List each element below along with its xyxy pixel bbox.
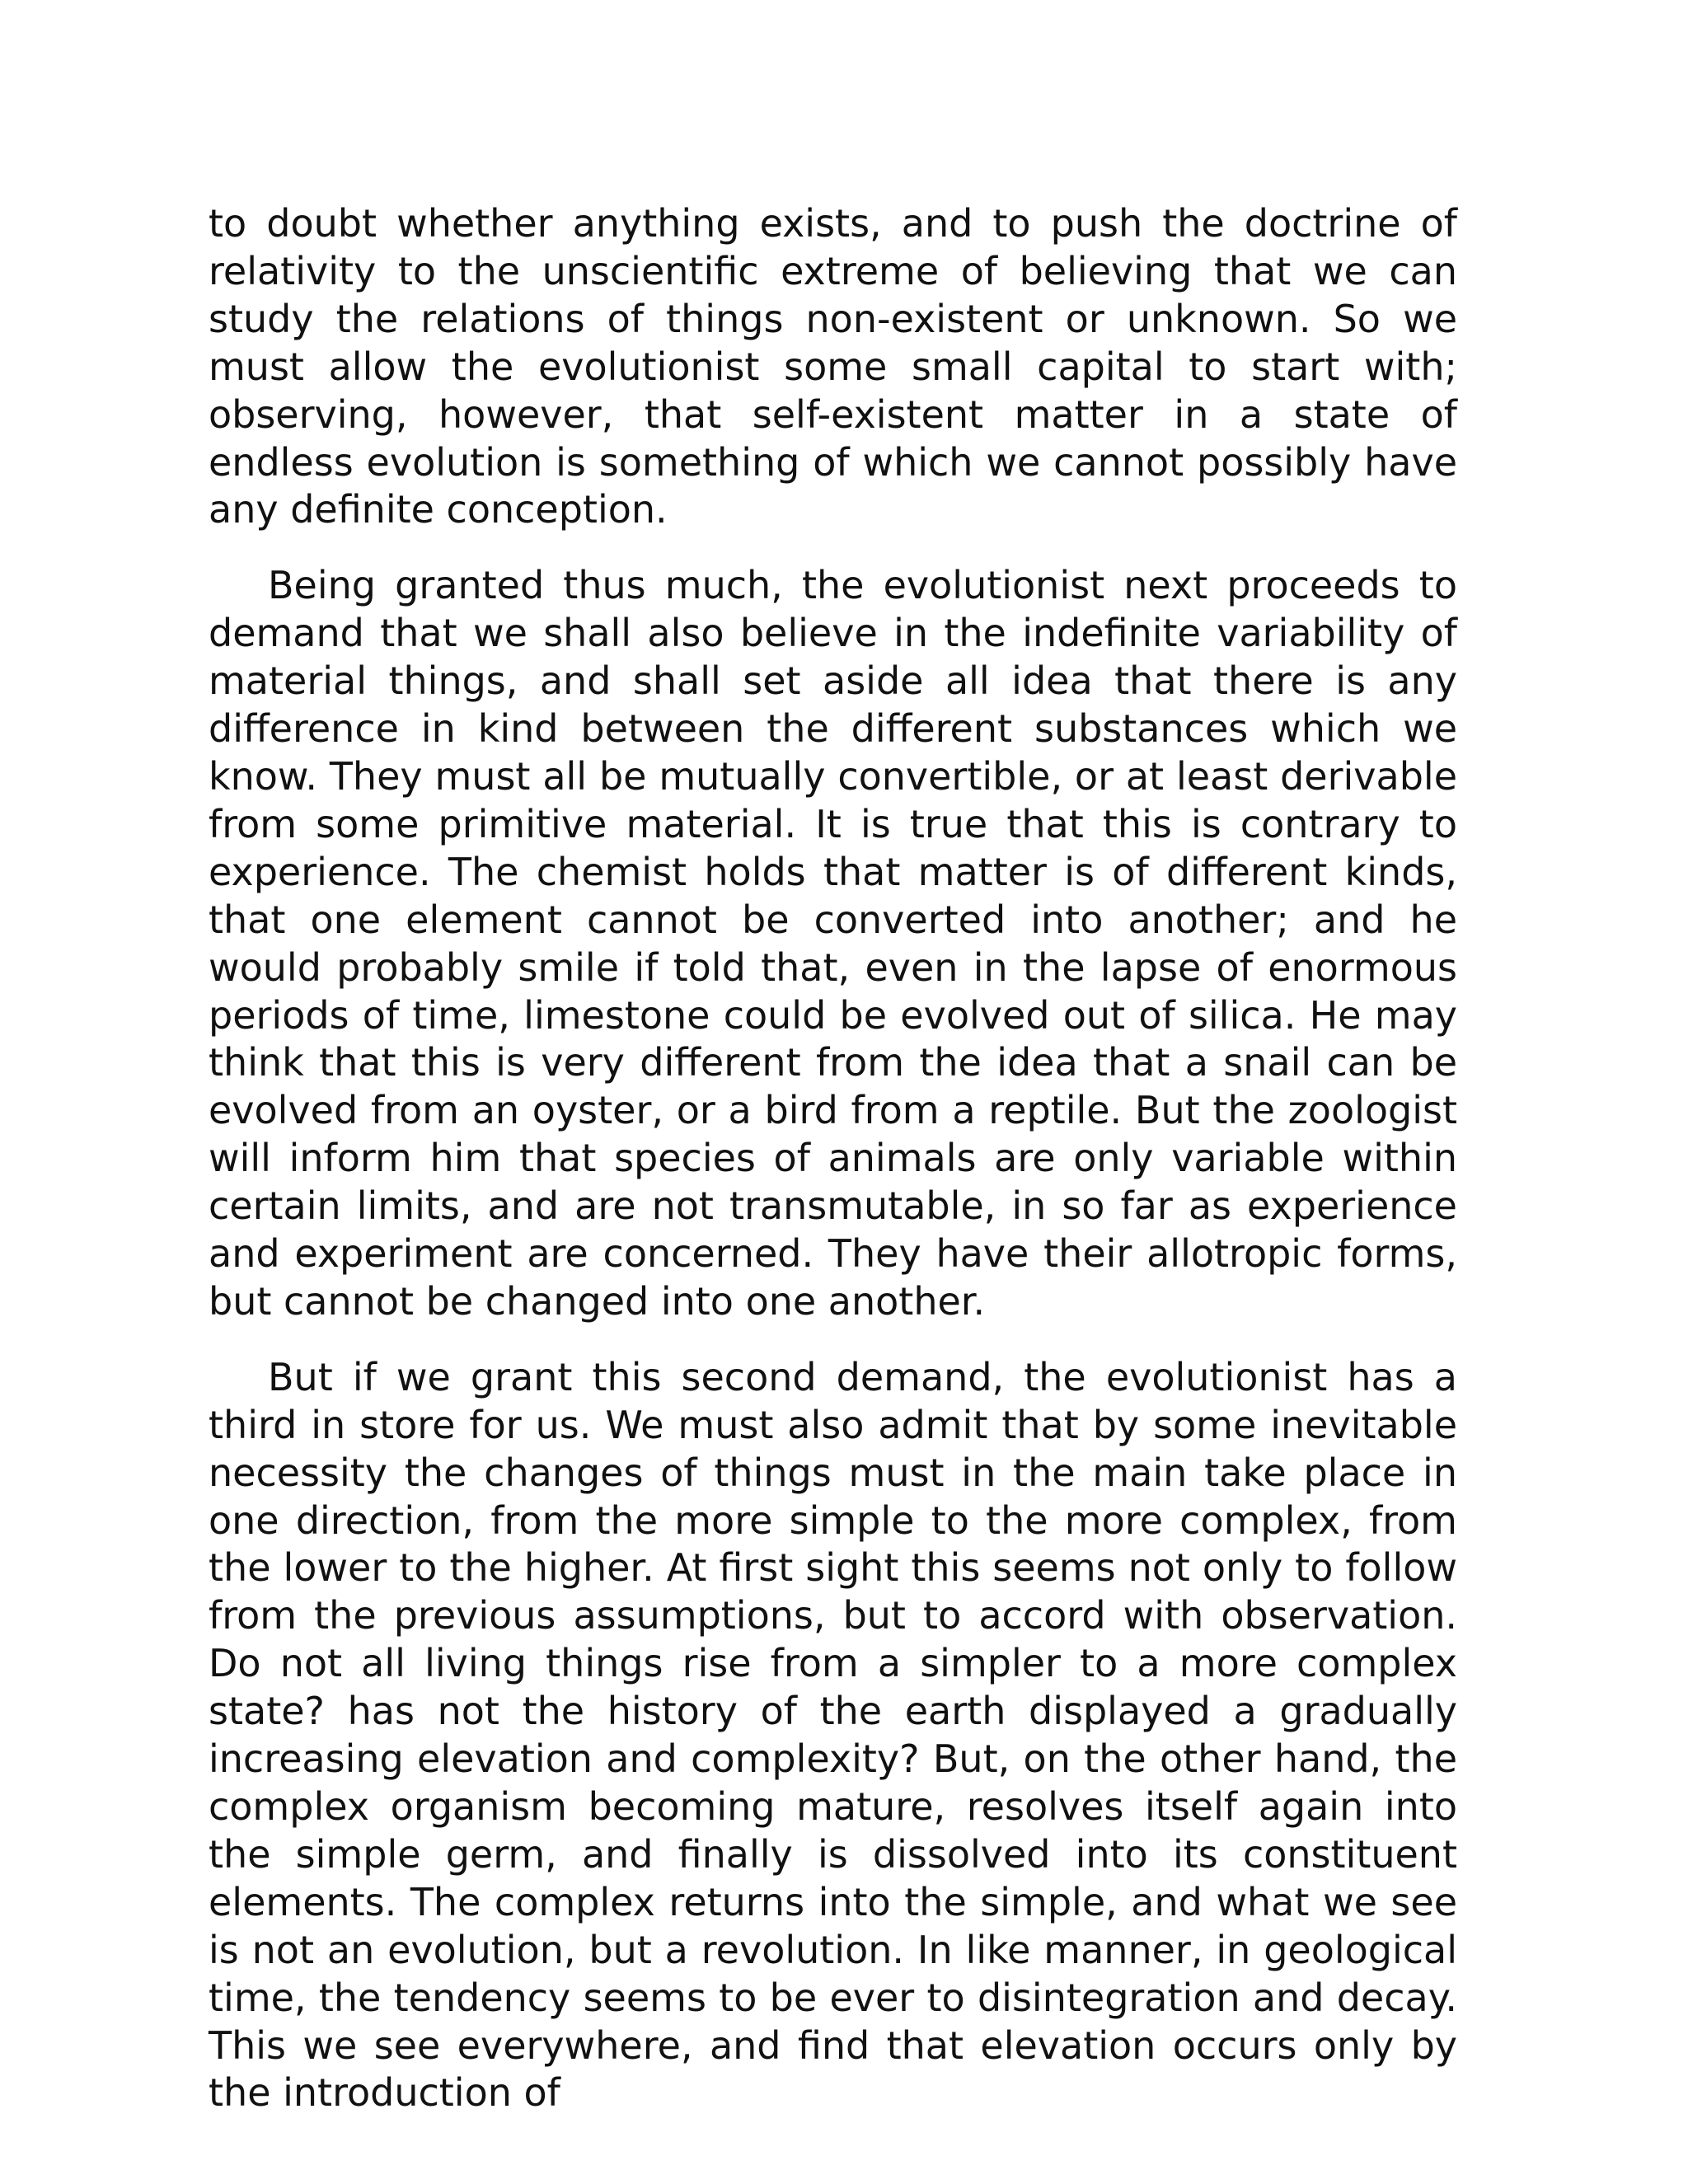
paragraph-1: to doubt whether anything exists, and to push the doctrine of relativity to the unscientific extreme of believing that we can study the relations of things non-existent or unknown. So we must allow the evolutionist some small capital to start with; observing, however, that self-existent matter in a state of endless evolution is something of which we cannot possibly have any definite conception.: [209, 201, 1457, 532]
paragraph-3: But if we grant this second demand, the evolutionist has a third in store for us. We must also admit that by some inevitable necessity the changes of things must in the main take place in one direction, from the more simple to the more complex, from the lower to the higher. At first sight this seems not only to follow from the previous assumptions, but to accord with observation. Do not all living things rise from a simpler to a more complex state? has not the history of the earth displayed a gradually increasing elevation and complexity? But, on the other hand, the complex organism becoming mature, resolves itself again into the simple germ, and finally is dissolved into its constituent elements. The complex returns into the simple, and what we see is not an evolution, but a revolution. In like manner, in geological time, the tendency seems to be ever to disintegration and decay. This we see everywhere, and find that elevation occurs only by the introduction of: [209, 1354, 1457, 2116]
paragraph-2: Being granted thus much, the evolutionist next proceeds to demand that we shall also believe in the indefinite variability of material things, and shall set aside all idea that there is any difference in kind between the different substances which we know. They must all be mutually convertible, or at least derivable from some primitive material. It is true that this is contrary to experience. The chemist holds that matter is of different kinds, that one element cannot be converted into another; and he would probably smile if told that, even in the lapse of enormous periods of time, limestone could be evolved out of silica. He may think that this is very different from the idea that a snail can be evolved from an oyster, or a bird from a reptile. But the zoologist will inform him that species of animals are only variable within certain limits, and are not transmutable, in so far as experience and experiment are concerned. They have their allotropic forms, but cannot be changed into one another.: [209, 563, 1457, 1324]
body-text: [209, 200, 1457, 2145]
